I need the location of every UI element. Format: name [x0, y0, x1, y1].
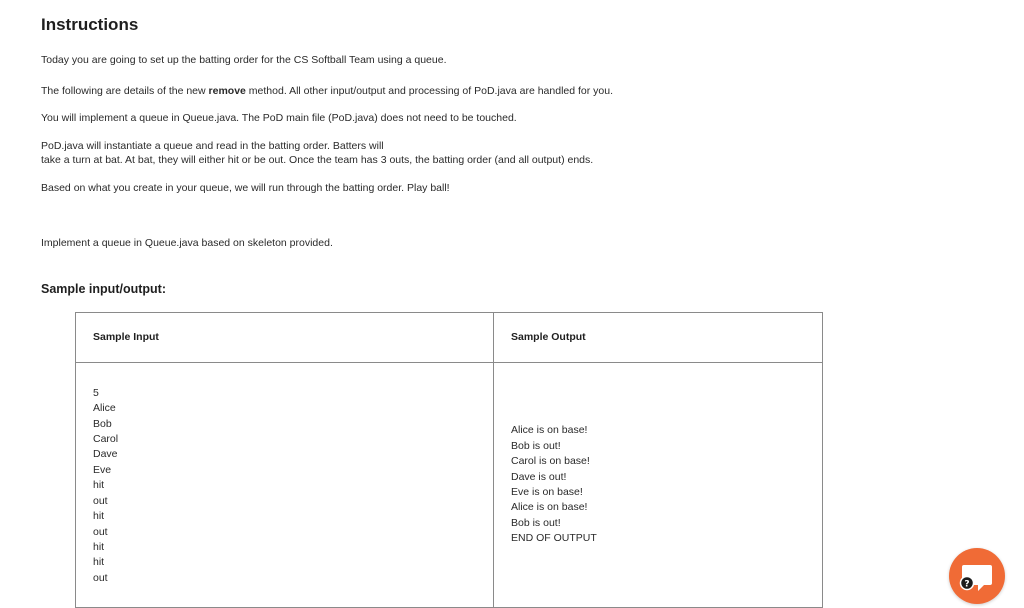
input-line: Dave	[93, 448, 118, 461]
intro-paragraph: Today you are going to set up the batting order for the CS Softball Team using a queue.	[41, 54, 447, 66]
input-line: out	[93, 494, 108, 507]
output-line: Dave is out!	[511, 470, 567, 483]
output-line: Eve is on base!	[511, 486, 583, 498]
remove-text-before: The following are details of the new	[41, 85, 209, 97]
pod-line-2: take a turn at bat. At bat, they will either hit or be out. Once the team has 3 outs, the batting order (and all output) ends.	[41, 154, 594, 166]
input-line: Carol	[93, 433, 119, 446]
output-line: Alice is on base!	[511, 501, 588, 514]
sample-input-cell	[76, 363, 494, 608]
input-line: hit	[93, 540, 105, 553]
table-header-row	[76, 313, 823, 363]
implement-paragraph: You will implement a queue in Queue.java. The PoD main file (PoD.java) does not need to be touched.	[41, 112, 517, 124]
input-line: Alice	[93, 402, 116, 415]
remove-method-paragraph	[41, 84, 613, 98]
input-line: Bob	[93, 417, 112, 430]
skeleton-paragraph: Implement a queue in Queue.java based on skeleton provided.	[41, 237, 333, 249]
input-line: hit	[93, 510, 105, 523]
output-line: Alice is on base!	[511, 424, 588, 437]
output-line: Bob is out!	[511, 516, 561, 529]
table-row	[76, 363, 823, 608]
page-title: Instructions	[41, 15, 139, 34]
chat-widget-button[interactable]	[949, 548, 1005, 604]
instructions-content	[41, 14, 981, 296]
input-line: hit	[93, 556, 105, 569]
pod-line-1: PoD.java will instantiate a queue and read in the batting order. Batters will	[41, 140, 384, 152]
input-line: out	[93, 525, 108, 538]
sample-output-header: Sample Output	[494, 313, 823, 363]
output-line: Bob is out!	[511, 439, 561, 452]
remove-text-after: method. All other input/output and processing of PoD.java are handled for you.	[245, 85, 614, 97]
question-mark-icon	[961, 577, 974, 590]
sample-input-header: Sample Input	[76, 313, 494, 363]
help-badge-text: ?	[964, 579, 970, 590]
pod-paragraph	[41, 139, 593, 167]
remove-keyword: remove	[208, 85, 246, 97]
sample-io-table	[75, 312, 823, 608]
chat-bubble-icon	[949, 548, 1005, 604]
output-line: END OF OUTPUT	[511, 532, 597, 545]
play-ball-paragraph: Based on what you create in your queue, we will run through the batting order. Play ball!	[41, 182, 450, 194]
input-line: hit	[93, 479, 105, 492]
input-line: out	[93, 571, 108, 584]
sample-heading: Sample input/output:	[41, 282, 166, 296]
input-line: 5	[93, 386, 99, 399]
sample-output-cell	[494, 363, 823, 608]
output-line: Carol is on base!	[511, 455, 590, 468]
input-line: Eve	[93, 463, 112, 476]
